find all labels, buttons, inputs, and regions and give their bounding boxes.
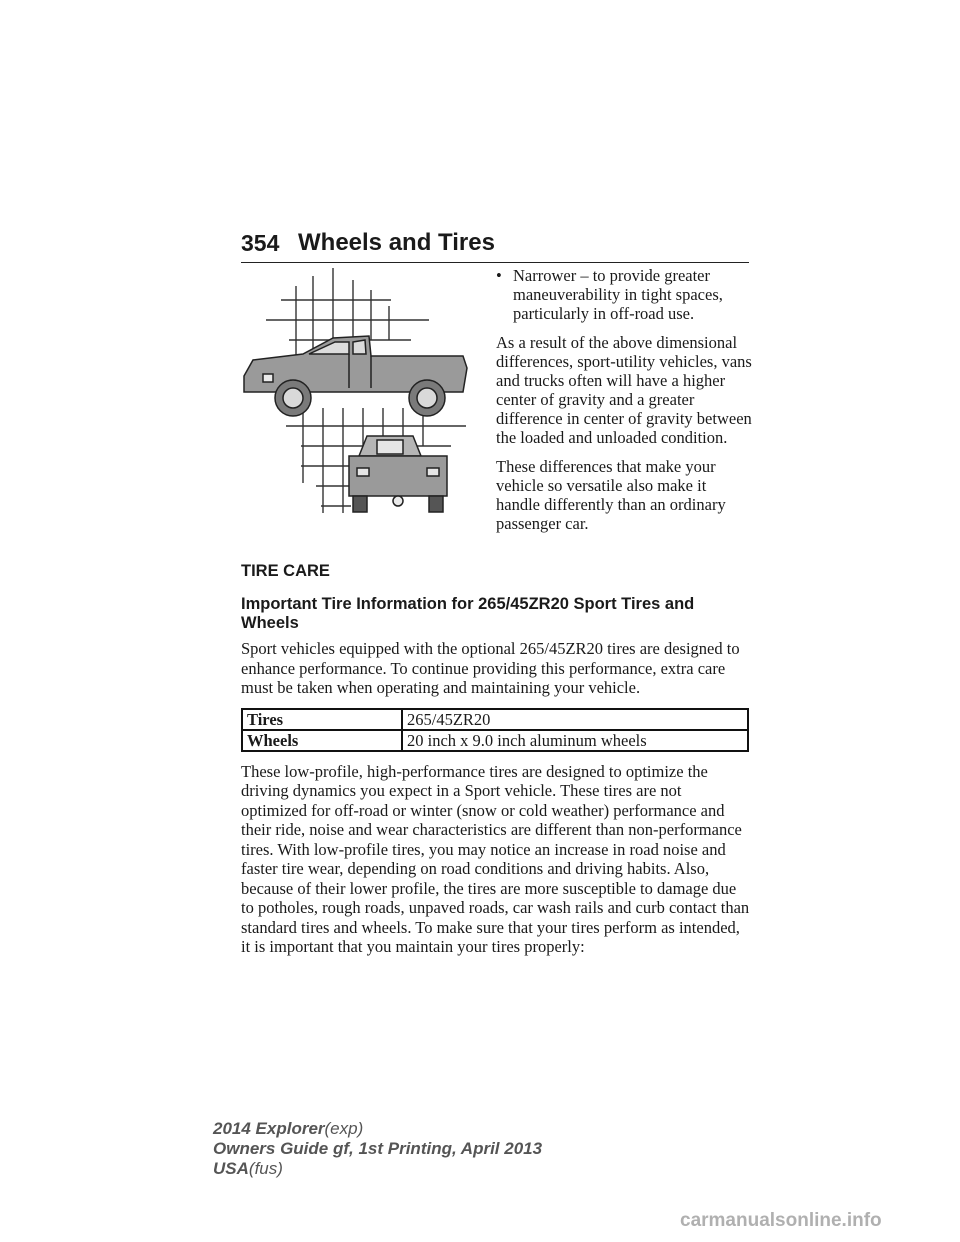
body-paragraph: These low-profile, high-performance tires are designed to optimize the driving dynamics you expect in a Sport vehicle. These tires are not optimized for off-road or winter (snow or cold weather) performance and their ride, noise and wear characteristics are different than non-performance tires. With low-profile tires, you may notice an increase in road noise and faster tire wear, depending on road conditions and driving habits. Also, because of their lower profile, the tires are more susceptible to damage due to potholes, rough roads, unpaved roads, car wash rails and curb contact than standard tires and wheels. To make sure that your tires perform as intended, it is important that you maintain your tires properly: xyxy=(241,761,750,956)
paragraph-dimensional-differences: As a result of the above dimensional differences, sport-utility vehicles, vans and trucks often will have a higher center of gravity and a greater difference in center of gravity between the loaded and unloaded condition. xyxy=(496,333,752,447)
intro-paragraph: Sport vehicles equipped with the optional 265/45ZR20 tires are designed to enhance performance. To continue providing this performance, extra care must be taken when operating and maintaining your vehicle. xyxy=(241,639,740,697)
footer-market-code: (fus) xyxy=(248,1159,283,1178)
bullet-item xyxy=(496,266,754,323)
footer-model-code: (exp) xyxy=(324,1119,364,1138)
truck-illustration xyxy=(241,268,473,518)
table-cell-label: Tires xyxy=(242,709,402,730)
bullet-text: Narrower – to provide greater maneuverability in tight spaces, particularly in off-road use. xyxy=(513,266,723,323)
table-row xyxy=(242,709,748,730)
footer-line-3 xyxy=(213,1159,542,1179)
page-number: 354 xyxy=(241,230,280,256)
table-cell-value: 265/45ZR20 xyxy=(402,709,748,730)
right-column xyxy=(496,266,754,543)
page-header xyxy=(241,226,749,263)
section-title: Wheels and Tires xyxy=(298,229,495,256)
table-cell-label: Wheels xyxy=(242,730,402,751)
footer-line-2: Owners Guide gf, 1st Printing, April 2013 xyxy=(213,1139,543,1158)
tire-care-heading: TIRE CARE xyxy=(241,562,330,580)
bullet-mark: • xyxy=(496,266,502,285)
footer-model: 2014 Explorer xyxy=(213,1119,325,1138)
table-row xyxy=(242,730,748,751)
watermark: carmanualsonline.info xyxy=(680,1210,882,1231)
sport-tires-subheading: Important Tire Information for 265/45ZR20 Sport Tires and Wheels xyxy=(241,595,695,632)
paragraph-handling: These differences that make your vehicle so versatile also make it handle differently than an ordinary passenger car. xyxy=(496,457,726,533)
footer-line-1 xyxy=(213,1119,542,1139)
table-cell-value: 20 inch x 9.0 inch aluminum wheels xyxy=(402,730,748,751)
spec-table xyxy=(241,708,749,752)
footer-market: USA xyxy=(213,1159,249,1178)
footer xyxy=(213,1119,542,1179)
main-content xyxy=(241,562,751,967)
